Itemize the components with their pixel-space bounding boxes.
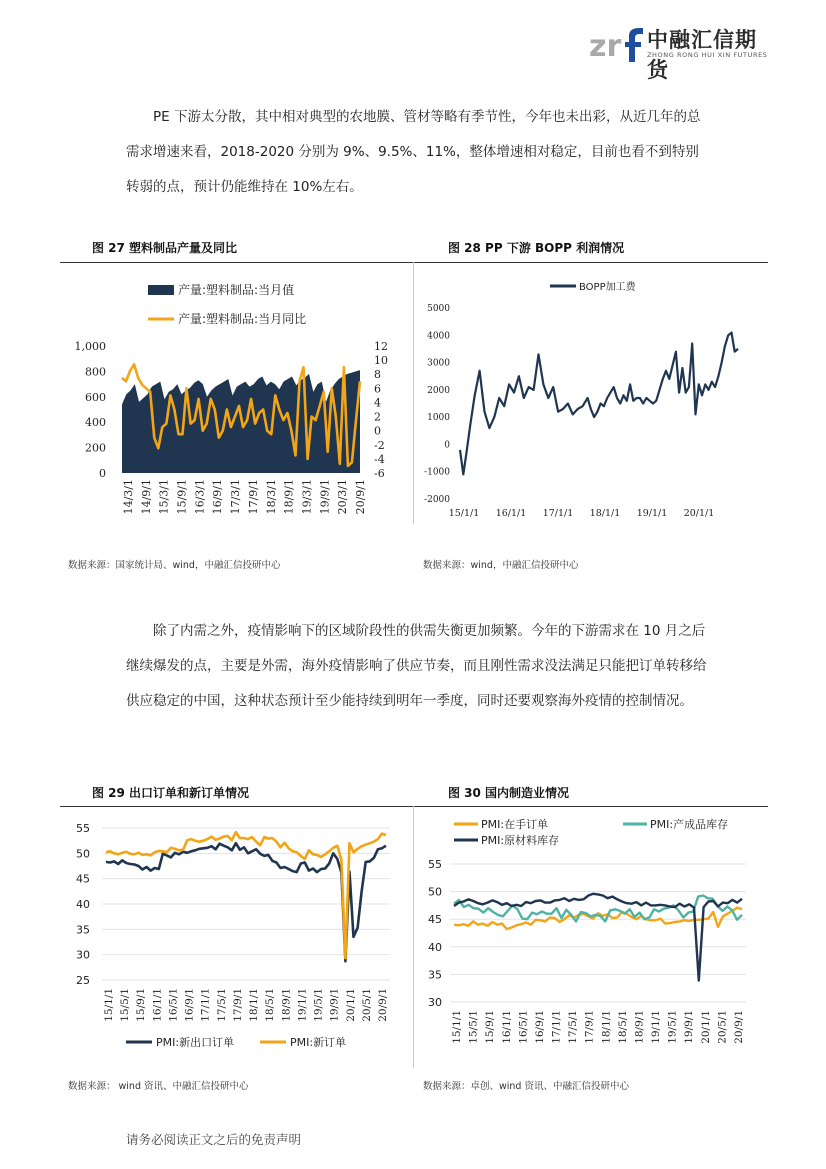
x-tick-label: 15/1/1: [103, 988, 115, 1022]
x-tick-label: 18/5/1: [616, 1010, 629, 1044]
legend-label: PMI:在手订单: [481, 818, 549, 831]
x-tick-label: 16/5/1: [167, 988, 180, 1022]
y-tick-label: 5000: [427, 304, 450, 314]
x-tick-label: 20/1/1: [683, 508, 715, 519]
figure-divider: [413, 806, 414, 1068]
y-tick-label: 50: [428, 885, 442, 899]
y-tick-label: 200: [85, 441, 106, 455]
x-tick-label: 17/1/1: [199, 988, 212, 1022]
x-tick-label: 20/5/1: [716, 1010, 729, 1044]
x-tick-label: 20/5/1: [360, 988, 373, 1022]
y-tick-label: 0: [444, 440, 450, 451]
figure-divider: [413, 262, 414, 524]
figure-30-chart: [418, 812, 768, 1068]
x-tick-label: 17/9/1: [231, 988, 244, 1022]
x-tick-label: 15/5/1: [467, 1010, 480, 1044]
figure-28-source: 数据来源：wind，中融汇信投研中心: [423, 560, 579, 571]
line-series: [454, 908, 742, 930]
body-paragraph-1: [126, 100, 710, 205]
disclaimer-footer: 请务必阅读正文之后的免责声明: [126, 1132, 302, 1147]
x-tick-label: 17/5/1: [215, 988, 228, 1022]
x-tick-label: 17/9/1: [246, 479, 260, 515]
y-tick-label: 2000: [427, 385, 450, 396]
y-tick-label: -2000: [424, 495, 450, 505]
x-tick-label: 16/9/1: [211, 479, 225, 515]
line-series: [454, 894, 742, 981]
company-name-cn: 中融汇信期货: [647, 28, 757, 82]
x-tick-label: 14/3/1: [122, 479, 135, 515]
x-tick-label: 19/9/1: [683, 1010, 696, 1044]
x-tick-label: 15/9/1: [484, 1010, 497, 1044]
figure-30-source: 数据来源：卓创、wind 资讯、中融汇信投研中心: [423, 1081, 629, 1092]
y-tick-label: 400: [85, 416, 106, 430]
x-tick-label: 15/5/1: [119, 988, 132, 1022]
figure-27-title: 图 27 塑料制品产量及同比: [92, 241, 238, 255]
x-tick-label: 18/1/1: [248, 988, 261, 1022]
y-tick-label: -6: [374, 467, 385, 480]
y-tick-label: -1000: [424, 467, 450, 478]
x-tick-label: 20/9/1: [377, 988, 389, 1022]
x-tick-label: 17/9/1: [583, 1010, 596, 1044]
figure-27-source: 数据来源：国家统计局、wind，中融汇信投研中心: [68, 560, 281, 571]
y-tick-label: 6: [374, 382, 381, 396]
figure-29-chart: [60, 812, 410, 1068]
y-tick-label: 10: [374, 354, 388, 368]
x-tick-label: 16/1/1: [500, 1010, 513, 1044]
y-tick-label: 4: [374, 396, 381, 410]
y-tick-label: -4: [374, 452, 385, 466]
y-tick-label: 4000: [427, 331, 450, 342]
x-tick-label: 20/1/1: [699, 1010, 712, 1044]
y-tick-label: 35: [76, 923, 90, 937]
x-tick-label: 16/3/1: [193, 479, 207, 515]
svg-text:zr: zr: [589, 29, 622, 64]
x-tick-label: 17/1/1: [550, 1010, 563, 1044]
y-tick-label: 40: [76, 898, 90, 911]
y-tick-label: 30: [76, 948, 90, 962]
figure-29-source: 数据来源： wind 资讯、中融汇信投研中心: [68, 1081, 249, 1092]
x-tick-label: 19/9/1: [328, 988, 341, 1022]
legend-label: PMI:原材料库存: [481, 834, 560, 847]
x-tick-label: 18/9/1: [280, 988, 293, 1022]
x-tick-label: 20/3/1: [336, 479, 350, 515]
x-tick-label: 19/3/1: [300, 479, 314, 515]
y-tick-label: 0: [99, 467, 106, 480]
y-tick-label: 1000: [427, 413, 450, 424]
x-tick-label: 17/1/1: [542, 508, 574, 519]
x-tick-label: 16/1/1: [151, 988, 164, 1022]
y-tick-label: 0: [374, 424, 381, 438]
legend-label: PMI:产成品库存: [650, 818, 729, 831]
zrf-logo-mark: [587, 22, 647, 64]
paragraph-text: 除了内需之外，疫情影响下的区域阶段性的供需失衡更加频繁。今年的下游需求在 10 月之后继续爆发的点，主要是外需，海外疫情影响了供应节奏，而且刚性需求没法满足只能把订单转移给供应稳定的中国，这种状态预计至少能持续到明年一季度，同时还要观察海外疫情的控制情况。: [126, 623, 707, 709]
x-tick-label: 14/9/1: [139, 479, 153, 515]
x-tick-label: 17/5/1: [567, 1010, 580, 1044]
x-tick-label: 18/9/1: [282, 479, 296, 515]
y-tick-label: 55: [76, 822, 90, 835]
legend-label: BOPP加工费: [579, 282, 636, 293]
x-tick-label: 18/3/1: [264, 479, 278, 515]
company-name-en: ZHONG RONG HUI XIN FUTURES: [647, 51, 768, 59]
x-tick-label: 18/5/1: [264, 988, 277, 1022]
line-series: [454, 896, 742, 922]
y-tick-label: 12: [374, 340, 388, 353]
figure-30-title: 图 30 国内制造业情况: [448, 786, 570, 800]
x-tick-label: 15/9/1: [135, 988, 148, 1022]
x-tick-label: 19/1/1: [296, 988, 309, 1022]
legend-label: 产量:塑料制品:当月同比: [178, 312, 307, 326]
x-tick-label: 20/1/1: [344, 988, 357, 1022]
y-tick-label: 1,000: [74, 340, 106, 353]
x-tick-label: 19/9/1: [318, 479, 332, 515]
company-logo: [587, 22, 777, 82]
x-tick-label: 16/9/1: [533, 1010, 546, 1044]
x-tick-label: 16/9/1: [183, 988, 196, 1022]
x-tick-label: 20/9/1: [733, 1010, 745, 1044]
body-paragraph-2: [126, 614, 710, 719]
y-tick-label: 40: [428, 940, 442, 954]
figure-28-title: 图 28 PP 下游 BOPP 利润情况: [448, 241, 625, 255]
y-tick-label: 25: [76, 974, 90, 987]
x-tick-label: 18/9/1: [633, 1010, 646, 1044]
y-tick-label: 2: [374, 410, 381, 424]
x-tick-label: 18/1/1: [600, 1010, 613, 1044]
x-tick-label: 19/1/1: [650, 1010, 663, 1044]
y-tick-label: 45: [76, 872, 90, 886]
y-tick-label: 55: [428, 858, 442, 871]
figure-rule: [60, 262, 768, 263]
paragraph-text: PE 下游太分散，其中相对典型的农地膜、管材等略有季节性，今年也未出彩，从近几年的总需求增速来看，2018-2020 分别为 9%、9.5%、11%，整体增速相对稳定，目前也看不到特别转弱的点，预计仍能维持在 10%左右。: [126, 109, 701, 195]
x-tick-label: 19/5/1: [666, 1010, 679, 1044]
legend-swatch: [148, 285, 174, 295]
x-tick-label: 15/9/1: [175, 479, 189, 515]
x-tick-label: 18/1/1: [589, 508, 621, 519]
x-tick-label: 15/1/1: [451, 1010, 463, 1044]
x-tick-label: 15/1/1: [448, 508, 480, 519]
y-tick-label: 3000: [427, 358, 450, 369]
figure-29-title: 图 29 出口订单和新订单情况: [92, 786, 250, 800]
legend-label: PMI:新订单: [290, 1036, 347, 1049]
y-tick-label: 35: [428, 968, 442, 982]
x-tick-label: 16/5/1: [517, 1010, 530, 1044]
figure-28-chart: [418, 268, 768, 540]
legend-label: 产量:塑料制品:当月值: [178, 283, 295, 297]
legend-label: PMI:新出口订单: [156, 1036, 235, 1049]
x-tick-label: 19/1/1: [636, 508, 668, 519]
x-tick-label: 16/1/1: [495, 508, 527, 519]
y-tick-label: 8: [374, 368, 381, 382]
y-tick-label: 50: [76, 847, 90, 861]
line-series-bopp: [460, 333, 738, 475]
x-tick-label: 17/3/1: [229, 479, 243, 515]
x-tick-label: 20/9/1: [354, 479, 367, 515]
y-tick-label: 30: [428, 996, 442, 1009]
y-tick-label: 800: [85, 365, 106, 379]
figure-27-chart: [60, 268, 410, 540]
x-tick-label: 15/3/1: [157, 479, 171, 515]
x-tick-label: 19/5/1: [312, 988, 325, 1022]
figure-rule: [60, 806, 768, 807]
y-tick-label: -2: [374, 438, 385, 452]
y-tick-label: 600: [85, 390, 106, 404]
y-tick-label: 45: [428, 913, 442, 927]
